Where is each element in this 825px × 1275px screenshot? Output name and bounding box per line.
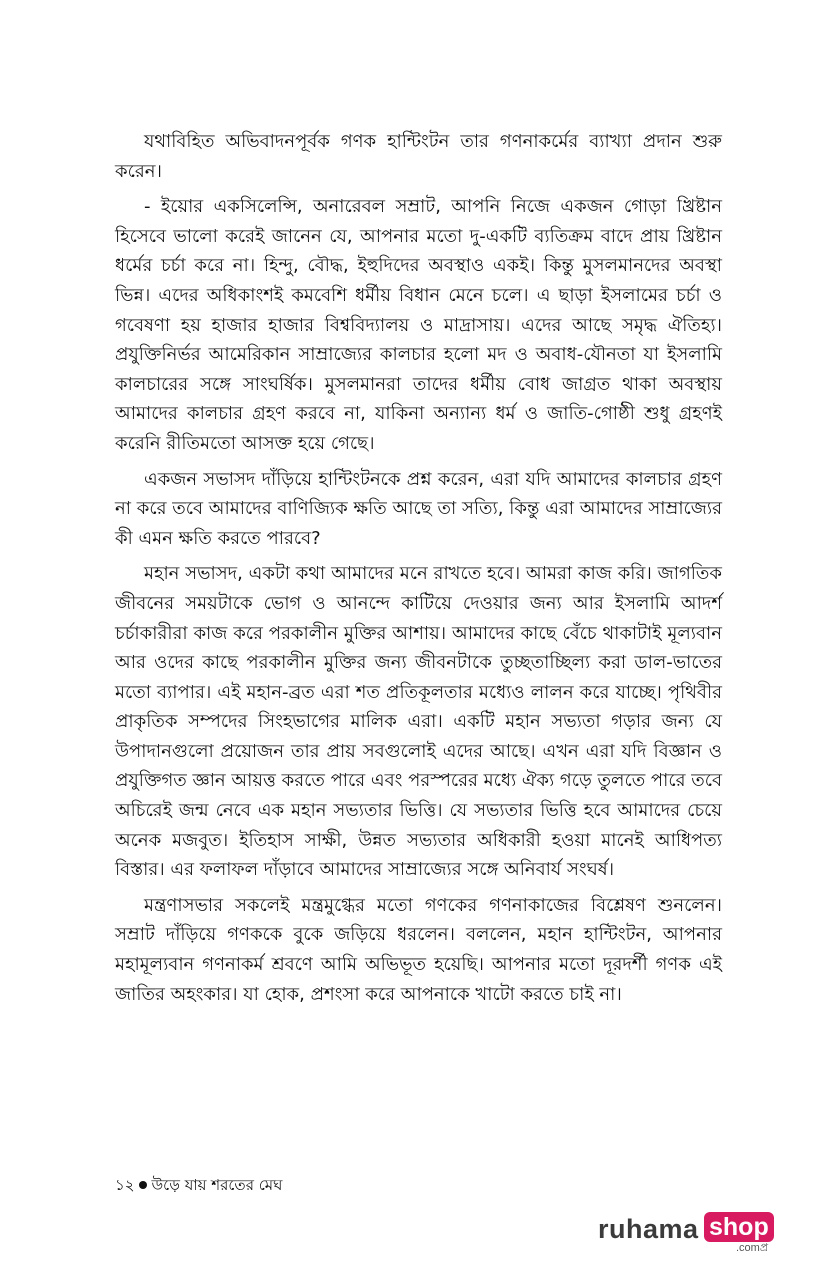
paragraph-huntington-answer: মহান সভাসদ, একটা কথা আমাদের মনে রাখতে হবে। আমরা কাজ করি। জাগতিক জীবনের সময়টাকে ভোগ ও আনন্দে কাটিয়ে দেওয়ার জন্য আর ইসলামি আদর্শ চর্চাকারীরা কাজ করে পরকালীন মুক্তির আশায়। আমাদের কাছে বেঁচে থাকাটাই মূল্যবান আর ওদের কাছে পরকালীন মুক্তির জন্য জীবনটাকে তুচ্ছতাচ্ছিল্য করা ডাল-ভাতের মতো ব্যাপার। এই মহান-ব্রত এরা শত প্রতিকূলতার মধ্যেও লালন করে যাচ্ছে। পৃথিবীর প্রাকৃতিক সম্পদের সিংহভাগের মালিক এরা। একটি মহান সভ্যতা গড়ার জন্য যে উপাদানগুলো প্রয়োজন তার প্রায় সবগুলোই এদের আছে। এখন এরা যদি বিজ্ঞান ও প্রযুক্তিগত জ্ঞান আয়ত্ত করতে পারে এবং পরস্পরের মধ্যে ঐক্য গড়ে তুলতে পারে তবে অচিরেই জন্ম নেবে এক মহান সভ্যতার ভিত্তি। যে সভ্যতার ভিত্তি হবে আমাদের চেয়ে অনেক মজবুত। ইতিহাস সাক্ষী, উন্নত সভ্যতার অধিকারী হওয়া মানেই আধিপত্য বিস্তার। এর ফলাফল দাঁড়াবে আমাদের সাম্রাজ্যের সঙ্গে অনিবার্য সংঘর্ষ।	[115, 563, 722, 881]
book-title: উড়ে যায় শরতের মেঘ	[151, 1176, 283, 1194]
paragraph-intro: যথাবিহিত অভিবাদনপূর্বক গণক হান্টিংটন তার গণনাকর্মের ব্যাখ্যা প্রদান শুরু করেন।	[115, 131, 722, 182]
logo-wordmark: ruhama	[598, 1214, 699, 1244]
page-number: ১২	[115, 1176, 135, 1194]
paragraph-huntington-speech: - ইয়োর একসিলেন্সি, অনারেবল সম্রাট, আপনি নিজে একজন গোড়া খ্রিষ্টান হিসেবে ভালো করেই জানেন যে, আপনার মতো দু-একটি ব্যতিক্রম বাদে প্রায় খ্রিষ্টান ধর্মের চর্চা করে না। হিন্দু, বৌদ্ধ, ইহুদিদের অবস্থাও একই। কিন্তু মুসলমানদের অবস্থা ভিন্ন। এদের অধিকাংশই কমবেশি ধর্মীয় বিধান মেনে চলে। এ ছাড়া ইসলামের চর্চা ও গবেষণা হয় হাজার হাজার বিশ্ববিদ্যালয় ও মাদ্রাসায়। এদের আছে সমৃদ্ধ ঐতিহ্য। প্রযুক্তিনির্ভর আমেরিকান সাম্রাজ্যের কালচার হলো মদ ও অবাধ-যৌনতা যা ইসলামি কালচারের সঙ্গে সাংঘর্ষিক। মুসলমানরা তাদের ধর্মীয় বোধ জাগ্রত থাকা অবস্থায় আমাদের কালচার গ্রহণ করবে না, যাকিনা অন্যান্য ধর্ম ও জাতি-গোষ্ঠী শুধু গ্রহণই করেনি রীতিমতো আসক্ত হয়ে গেছে।	[115, 196, 722, 454]
page-body	[115, 127, 722, 1015]
bullet-icon	[139, 1181, 147, 1189]
paragraph-courtier-question: একজন সভাসদ দাঁড়িয়ে হান্টিংটনকে প্রশ্ন করেন, এরা যদি আমাদের কালচার গ্রহণ না করে তবে আমাদের বাণিজ্যিক ক্ষতি আছে তা সত্যি, কিন্তু এরা আমাদের সাম্রাজ্যের কী এমন ক্ষতি করতে পারবে?	[115, 468, 722, 549]
page-footer	[115, 1175, 282, 1195]
logo-domain: .comপ্র	[736, 1242, 769, 1254]
ruhamashop-logo	[598, 1212, 778, 1252]
logo-shop-box: shop	[704, 1212, 774, 1242]
paragraph-emperor-response: মন্ত্রণাসভার সকলেই মন্ত্রমুগ্ধের মতো গণকের গণনাকাজের বিশ্লেষণ শুনলেন। সম্রাট দাঁড়িয়ে গণককে বুকে জড়িয়ে ধরলেন। বললেন, মহান হান্টিংটন, আপনার মহামূল্যবান গণনাকর্ম শ্রবণে আমি অভিভূত হয়েছি। আপনার মতো দূরদর্শী গণক এই জাতির অহংকার। যা হোক, প্রশংসা করে আপনাকে খাটো করতে চাই না।	[115, 894, 722, 1005]
